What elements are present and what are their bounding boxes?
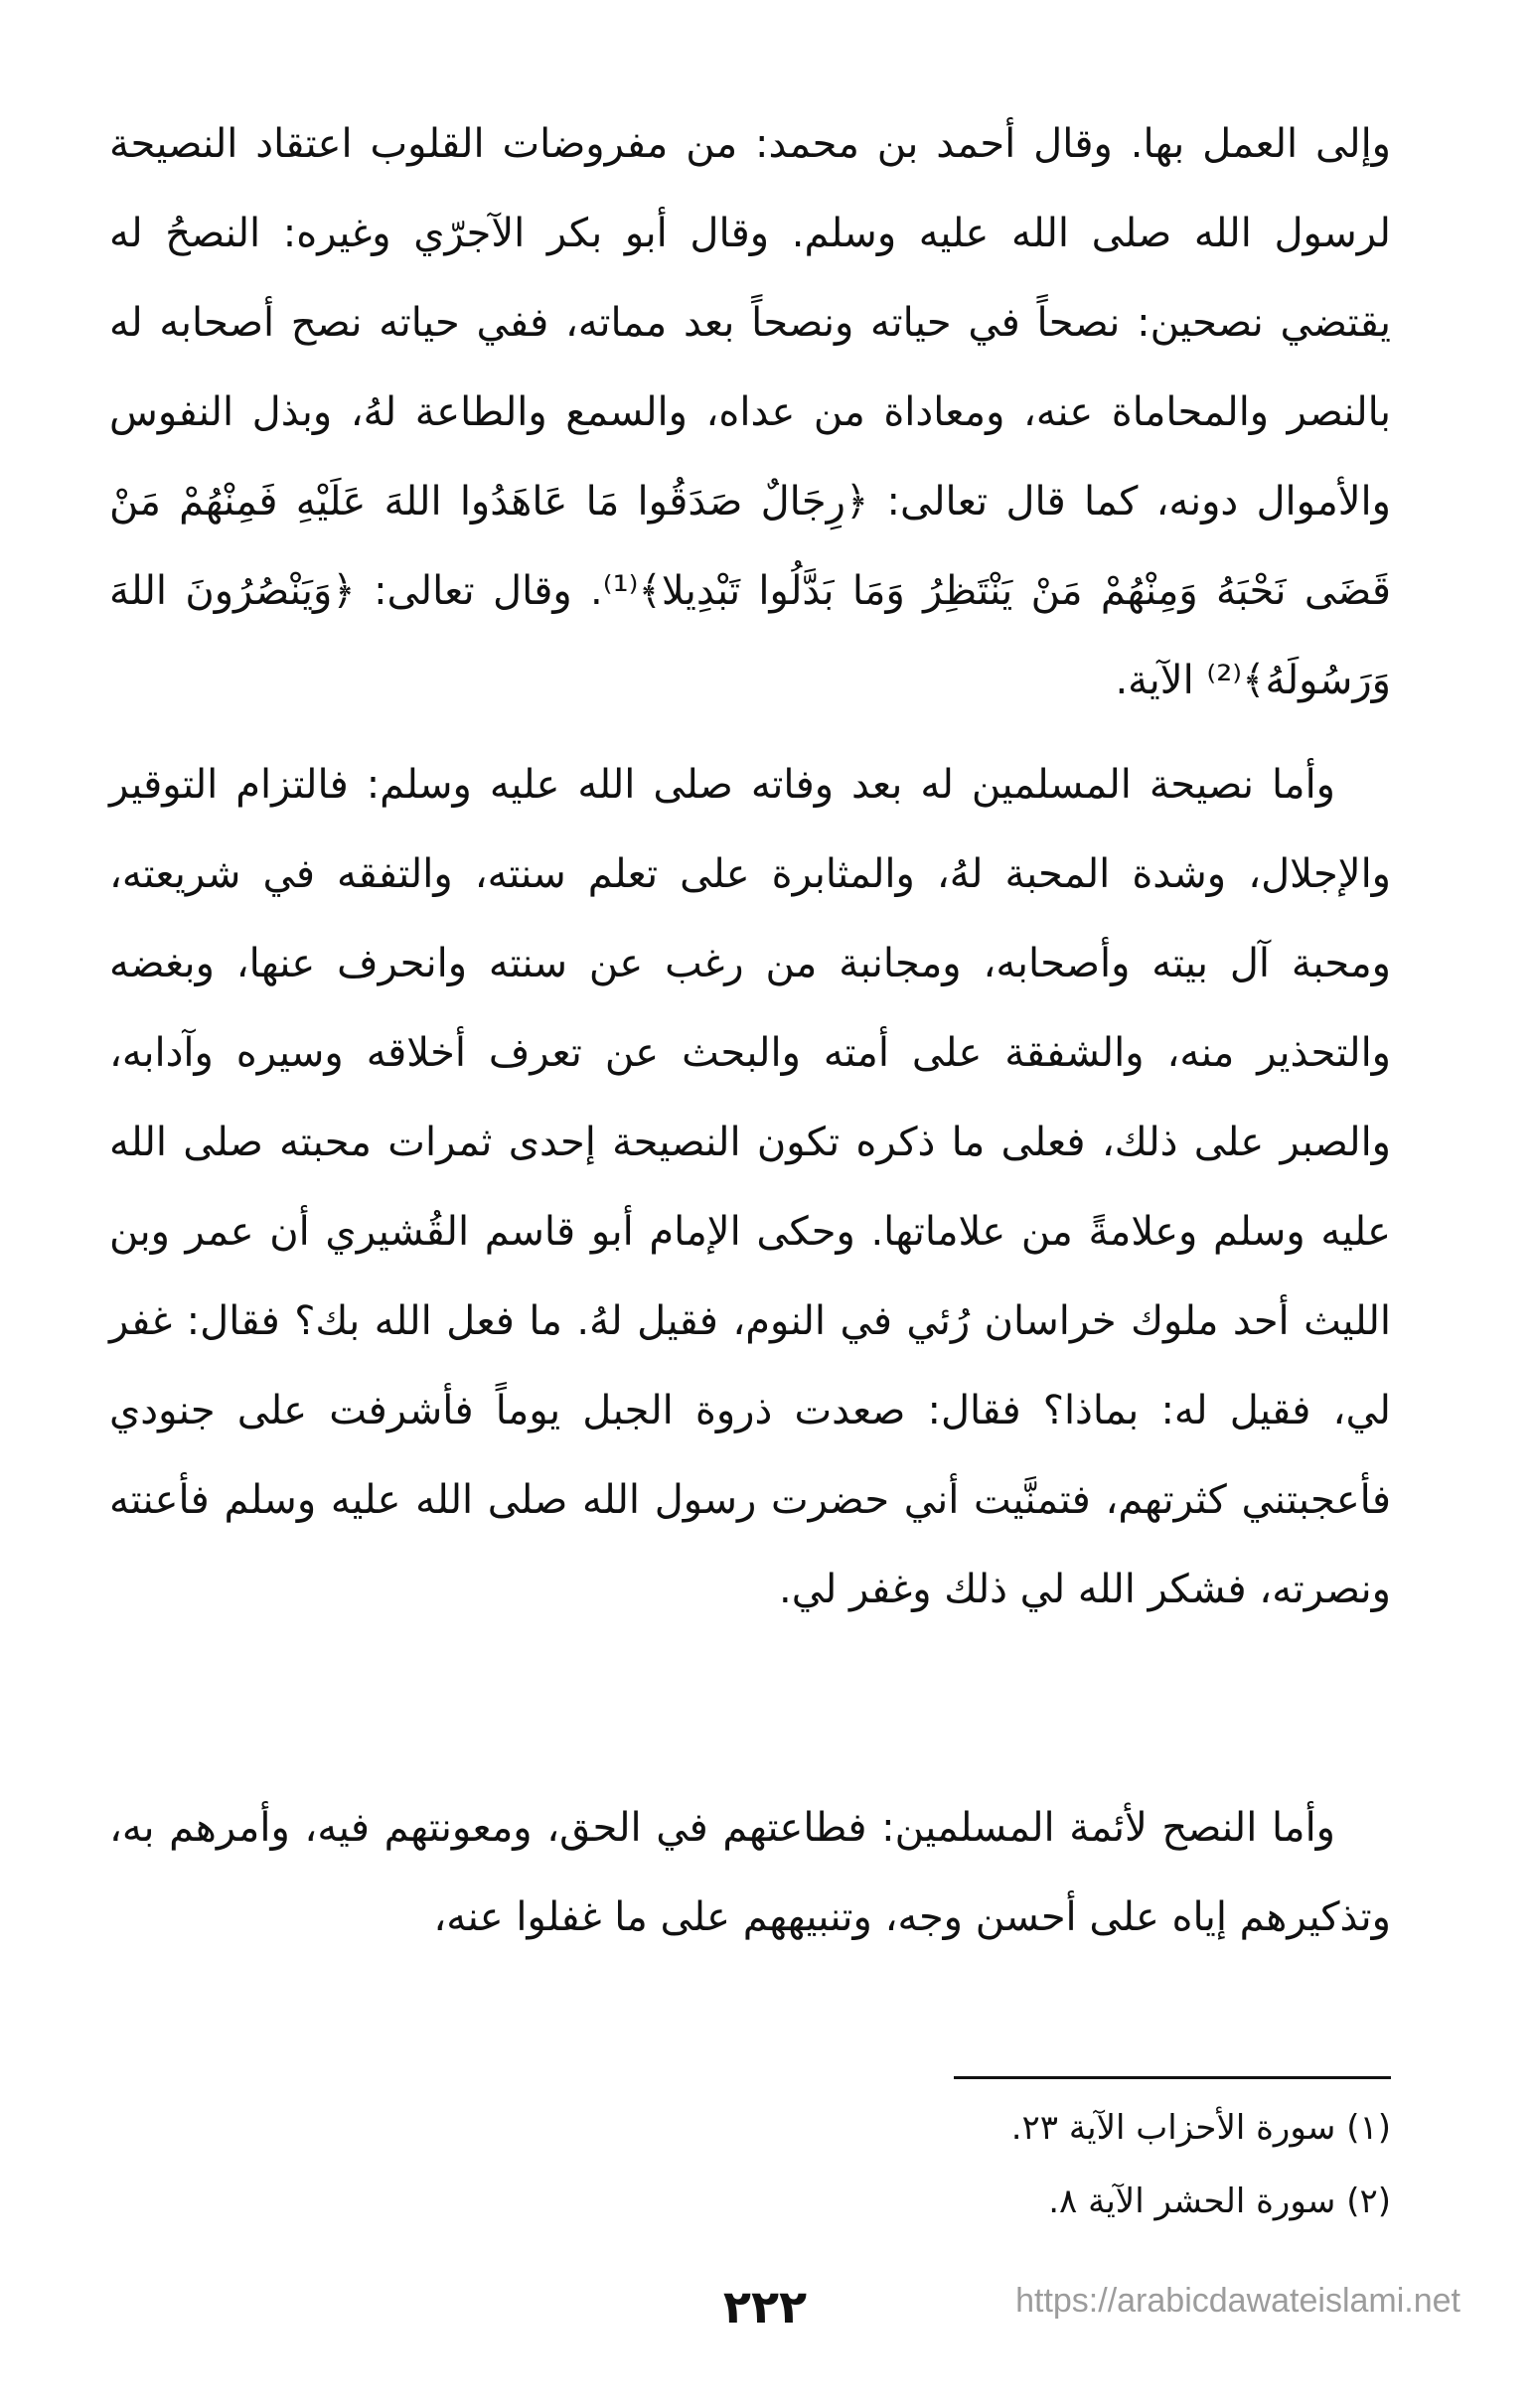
footnote-divider — [954, 2076, 1391, 2079]
paragraph: وإلى العمل بها. وقال أحمد بن محمد: من مفروضات القلوب اعتقاد النصيحة لرسول الله صلى الله عليه وسلم. وقال أبو بكر الآجرّي وغيره: النصحُ له يقتضي نصحين: نصحاً في حياته ونصحاً بعد مماته، ففي حياته نصح أصحابه له بالنصر والمحاماة عنه، ومعاداة من عداه، والسمع والطاعة لهُ، وبذل النفوس والأموال دونه، كما قال تعالى: ﴿رِجَالٌ صَدَقُوا مَا عَاهَدُوا اللهَ عَلَيْهِ فَمِنْهُمْ مَنْ قَضَى نَحْبَهُ وَمِنْهُمْ مَنْ يَنْتَظِرُ وَمَا بَدَّلُوا تَبْدِيلا﴾⁽¹⁾. وقال تعالى: ﴿وَيَنْصُرُونَ اللهَ وَرَسُولَهُ﴾⁽²⁾ الآية. — [109, 121, 1391, 703]
page-number: ٢٢٢ — [722, 2280, 808, 2333]
paragraph: وأما نصيحة المسلمين له بعد وفاته صلى الله عليه وسلم: فالتزام التوقير والإجلال، وشدة المحبة لهُ، والمثابرة على تعلم سنته، والتفقه في شريعته، ومحبة آل بيته وأصحابه، ومجانبة من رغب عن سنته وانحرف عنها، وبغضه والتحذير منه، والشفقة على أمته والبحث عن تعرف أخلاقه وسيره وآدابه، والصبر على ذلك، فعلى ما ذكره تكون النصيحة إحدى ثمرات محبته صلى الله عليه وسلم وعلامةً من علاماتها. وحكى الإمام أبو قاسم القُشيري أن عمر وبن الليث أحد ملوك خراسان رُئي في النوم، فقيل لهُ. ما فعل الله بك؟ فقال: غفر لي، فقيل له: بماذا؟ فقال: صعدت ذروة الجبل يوماً فأشرفت على جنودي فأعجبتني كثرتهم، فتمنَّيت أني حضرت رسول الله صلى الله عليه وسلم فأعنته ونصرته، فشكر الله لي ذلك وغفر لي. — [109, 762, 1391, 1612]
watermark-url: https://arabicdawateislami.net — [1015, 2282, 1460, 2320]
body-text-section-1 — [109, 99, 1391, 725]
body-text-section-3 — [109, 1783, 1391, 1962]
paragraph: وأما النصح لأئمة المسلمين: فطاعتهم في الحق، ومعونتهم فيه، وأمرهم به، وتذكيرهم إياه على أحسن وجه، وتنبيههم على ما غفلوا عنه، — [109, 1805, 1391, 1940]
footnote: (١) سورة الأحزاب الآية ٢٣. — [1010, 2108, 1391, 2148]
body-text-section-2 — [109, 740, 1391, 1634]
footnotes — [109, 2091, 1391, 2238]
footnote: (٢) سورة الحشر الآية ٨. — [1048, 2182, 1391, 2221]
